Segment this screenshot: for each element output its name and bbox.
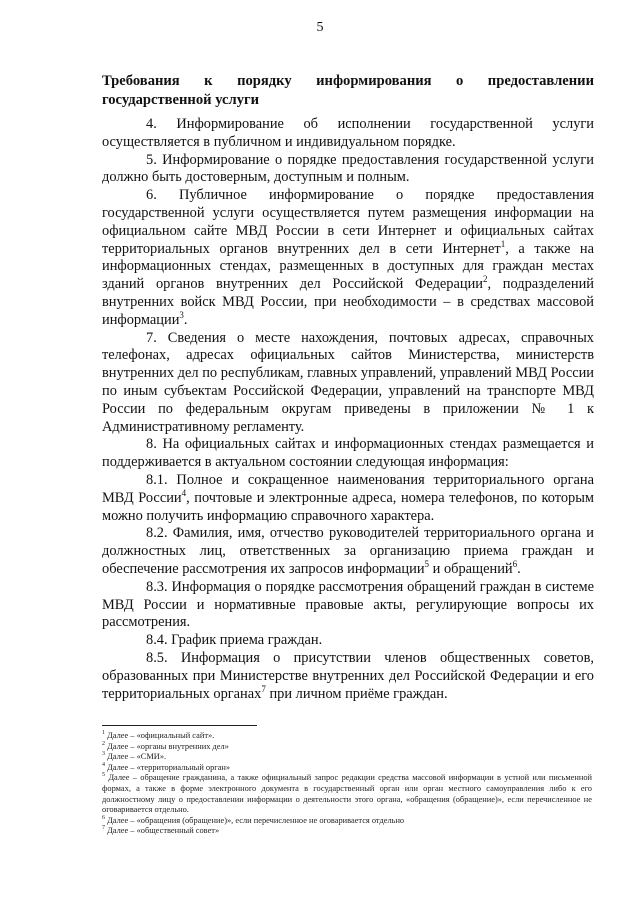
- paragraph-8: 8. На официальных сайтах и информационных стендах размещается и поддерживается в актуальном состоянии следующая информация:: [102, 436, 594, 471]
- paragraph-text: , а также на информационных стендах, размещенных в доступных для граждан местах зданий органов внутренних дел Российской Федерации: [102, 240, 595, 293]
- paragraph-7: 7. Сведения о месте нахождения, почтовых адресах, справочных телефонах, адресах официальных сайтов Министерства, министерств внутренних дел по республикам, главных управлений, управлений МВД России по иным субъектам Российской Федерации, управлений на транспорте МВД России по федеральным округам приведены в приложении № 1 к Административному регламенту.: [102, 329, 594, 435]
- footnote-2: [102, 742, 592, 753]
- footnote-5: [102, 773, 592, 815]
- footnote-number: 5: [102, 772, 105, 779]
- paragraph-text: 6. Публичное информирование о порядке предоставления государственной услуги осуществляется путем размещения информации на официальном сайте МВД России в сети Интернет и официальных сайтах территориальных органов внутренних дел в сети Интернет: [102, 187, 594, 257]
- page-number: 5: [316, 20, 324, 35]
- footnote-4: [102, 763, 592, 774]
- paragraph-4: 4. Информирование об исполнении государственной услуги осуществляется в публичном и индивидуальном порядке.: [102, 116, 594, 150]
- paragraph-text: 8.1. Полное и сокращенное наименования территориального органа МВД России: [102, 471, 594, 506]
- paragraph-5: 5. Информирование о порядке предоставления государственной услуги должно быть достоверным, доступным и полным.: [102, 151, 594, 186]
- footnote-1: [102, 731, 592, 742]
- paragraph-text: при личном приёме граждан.: [265, 685, 448, 702]
- footnote-separator: [102, 725, 257, 726]
- footnote-text: Далее – «общественный совет»: [105, 826, 220, 836]
- footnote-text: Далее – «органы внутренних дел»: [105, 741, 229, 751]
- footnote-text: Далее – «официальный сайт».: [105, 731, 215, 740]
- footnote-ref-4: 4: [181, 487, 187, 498]
- paragraph-8-1: [102, 472, 594, 525]
- paragraph-text: .: [517, 560, 521, 577]
- paragraph-text: 8.5. Информация о присутствии членов общественных советов, образованных при Министерстве внутренних дел Российской Федерации и его территориальных органах: [102, 649, 594, 702]
- footnote-number: 2: [102, 740, 105, 747]
- footnote-3: [102, 752, 592, 763]
- footnotes: [102, 731, 592, 837]
- footnote-6: [102, 816, 592, 827]
- paragraph-8-5: [102, 650, 594, 703]
- footnote-text: Далее – «СМИ».: [105, 752, 167, 762]
- paragraph-8-2: [102, 525, 594, 578]
- footnote-text: Далее – обращение гражданина, а также официальный запрос редакции средства массовой информации в устной или письменной формах, а также в форме электронного документа в государственный орган или орган местного самоуправления либо к его должностному лицу о предоставлении информации о деятельности этого органа, «обращения (обращение)», если перечисленное не оговаривается отдельно.: [102, 773, 592, 815]
- paragraph-8-3: 8.3. Информация о порядке рассмотрения обращений граждан в системе МВД России и нормативные правовые акты, регулирующие вопросы их рассмотрения.: [102, 578, 594, 631]
- footnote-ref-1: 1: [500, 238, 506, 249]
- paragraph-text: , почтовые и электронные адреса, номера телефонов, по которым можно получить информацию справочного характера.: [102, 489, 594, 524]
- paragraph-6: [102, 187, 594, 329]
- footnote-number: 3: [102, 751, 105, 758]
- paragraph-text: .: [183, 311, 188, 328]
- paragraph-text: , подразделений внутренних войск МВД России, при необходимости – в средствах массовой информации: [102, 276, 594, 328]
- footnote-ref-5: 5: [424, 559, 430, 570]
- paragraph-text: 8.2. Фамилия, имя, отчество руководителей территориального органа и должностных лиц, ответственных за организацию приема граждан и обеспечение рассмотрения их запросов информации: [102, 525, 594, 577]
- footnote-ref-7: 7: [261, 683, 266, 694]
- section-heading: Требования к порядку информирования о предоставлении государственной услуги: [102, 73, 594, 108]
- paragraph-8-4: 8.4. График приема граждан.: [146, 632, 323, 649]
- paragraph-text: и обращений: [429, 560, 513, 577]
- footnote-number: 6: [102, 814, 105, 821]
- footnote-number: 7: [102, 825, 105, 832]
- footnote-text: Далее – «обращения (обращение)», если перечисленное не оговаривается отдельно: [105, 815, 405, 825]
- document-body: [102, 116, 594, 703]
- footnote-number: 1: [102, 730, 105, 737]
- footnote-text: Далее – «территориальный орган»: [105, 762, 231, 772]
- footnote-number: 4: [102, 761, 105, 768]
- footnote-ref-2: 2: [482, 274, 488, 285]
- footnote-ref-3: 3: [179, 309, 184, 320]
- footnote-7: [102, 826, 592, 837]
- footnote-ref-6: 6: [512, 559, 518, 570]
